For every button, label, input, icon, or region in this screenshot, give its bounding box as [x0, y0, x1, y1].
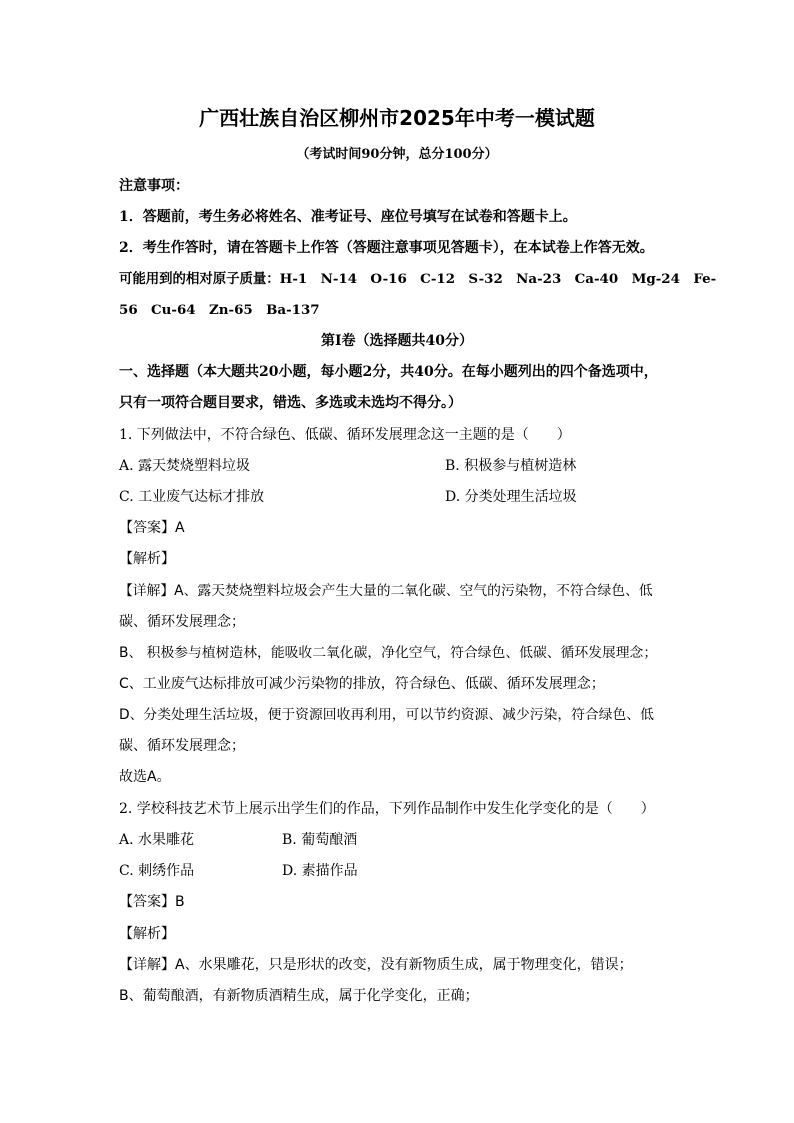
- atomic-mass-line-2: 56 Cu-64 Zn-65 Ba-137: [119, 302, 320, 318]
- question-1-detail-line-2: 碳、循环发展理念；: [119, 614, 245, 630]
- question-2-analysis-label: 【解析】: [119, 926, 175, 942]
- question-2-answer: 【答案】B: [119, 894, 185, 910]
- part1-instruction-line-1: 一、选择题（本大题共20小题，每小题2分，共40分。在每小题列出的四个备选项中，: [119, 364, 658, 380]
- exam-title: 广西壮族自治区柳州市2025年中考一模试题: [199, 106, 595, 130]
- part1-instruction-line-2: 只有一项符合题目要求，错选、多选或未选均不得分。）: [119, 395, 462, 411]
- question-2-option-d: D. 素描作品: [282, 863, 358, 879]
- question-2-stem: 2. 学校科技艺术节上展示出学生们的作品，下列作品制作中发生化学变化的是（ ）: [119, 801, 655, 817]
- question-1-option-d: D. 分类处理生活垃圾: [445, 489, 577, 505]
- question-2-detail-line-2: B、葡萄酿酒，有新物质酒精生成，属于化学变化，正确；: [119, 988, 479, 1004]
- notice-item-1: 1．答题前，考生务必将姓名、准考证号、座位号填写在试卷和答题卡上。: [119, 209, 577, 225]
- question-2-option-b: B. 葡萄酿酒: [282, 832, 358, 848]
- question-1-option-a: A. 露天焚烧塑料垃圾: [119, 458, 251, 474]
- question-1-detail-line-5: D、分类处理生活垃圾，便于资源回收再利用，可以节约资源、减少污染，符合绿色、低: [119, 707, 654, 723]
- question-1-conclusion: 故选A。: [119, 769, 171, 785]
- question-1-detail-line-3: B、 积极参与植树造林，能吸收二氧化碳，净化空气，符合绿色、低碳、循环发展理念；: [119, 645, 658, 661]
- question-2-detail-line-1: 【详解】A、水果雕花，只是形状的改变，没有新物质生成，属于物理变化，错误；: [119, 957, 633, 973]
- question-1-option-b: B. 积极参与植树造林: [445, 458, 577, 474]
- question-2-option-c: C. 刺绣作品: [119, 863, 195, 879]
- notice-heading: 注意事项：: [119, 178, 189, 194]
- question-1-option-c: C. 工业废气达标才排放: [119, 489, 265, 505]
- exam-subtitle: （考试时间90分钟，总分100分）: [296, 147, 498, 162]
- atomic-mass-line-1: 可能用到的相对原子质量：H-1 N-14 O-16 C-12 S-32 Na-23 Ca-40 Mg-24 Fe-: [119, 271, 717, 287]
- question-1-detail-line-1: 【详解】A、露天焚烧塑料垃圾会产生大量的二氧化碳、空气的污染物，不符合绿色、低: [119, 583, 653, 599]
- question-1-analysis-label: 【解析】: [119, 551, 175, 567]
- question-1-detail-line-6: 碳、循环发展理念；: [119, 738, 245, 754]
- section-title: 第Ⅰ卷（选择题共40分）: [320, 333, 474, 349]
- question-1-stem: 1. 下列做法中，不符合绿色、低碳、循环发展理念这一主题的是（ ）: [119, 427, 571, 443]
- notice-item-2: 2．考生作答时，请在答题卡上作答（答题注意事项见答题卡），在本试卷上作答无效。: [119, 240, 654, 256]
- question-1-detail-line-4: C、工业废气达标排放可减少污染物的排放，符合绿色、低碳、循环发展理念；: [119, 676, 605, 692]
- question-2-option-a: A. 水果雕花: [119, 832, 195, 848]
- question-1-answer: 【答案】A: [119, 520, 185, 536]
